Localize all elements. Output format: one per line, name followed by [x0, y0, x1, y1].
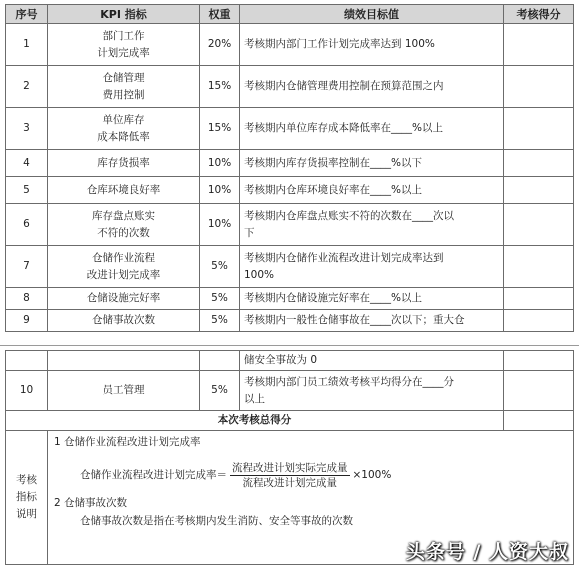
row-target [240, 371, 504, 411]
row-weight: 10% [200, 177, 240, 204]
row-weight: 15% [200, 108, 240, 150]
row-weight: 15% [200, 66, 240, 108]
row-kpi: 仓储设施完好率 [48, 288, 200, 310]
row-weight [200, 351, 240, 371]
table-row [6, 66, 574, 108]
row-score[interactable] [504, 351, 574, 371]
row-no: 3 [6, 108, 48, 150]
row-score[interactable] [504, 108, 574, 150]
col-header-weight: 权重 [200, 5, 240, 24]
target-line: 考核期内仓库盘点账实不符的次数在____次以 [244, 209, 454, 222]
row-kpi [48, 246, 200, 288]
row-score[interactable] [504, 246, 574, 288]
col-header-kpi: KPI 指标 [48, 5, 200, 24]
table-row [6, 310, 574, 332]
formula-right: ×100% [352, 469, 392, 481]
row-score[interactable] [504, 66, 574, 108]
completion-rate-formula [80, 461, 567, 490]
target-line: 考核期内仓储作业流程改进计划完成率达到 [244, 251, 444, 264]
col-header-no: 序号 [6, 5, 48, 24]
row-kpi: 库存货损率 [48, 150, 200, 177]
kpi-line: 不符的次数 [97, 226, 150, 239]
row-weight: 5% [200, 371, 240, 411]
row-score[interactable] [504, 204, 574, 246]
table-row [6, 177, 574, 204]
row-kpi: 仓库环境良好率 [48, 177, 200, 204]
formula-fraction [230, 461, 350, 490]
row-target: 储安全事故为 0 [240, 351, 504, 371]
row-score[interactable] [504, 150, 574, 177]
total-score-label: 本次考核总得分 [6, 411, 504, 431]
table-row [6, 108, 574, 150]
table-row [6, 24, 574, 66]
row-no: 1 [6, 24, 48, 66]
side-label-line: 指标 [16, 491, 37, 503]
kpi-line: 计划完成率 [97, 46, 150, 59]
table-row [6, 204, 574, 246]
table-row [6, 246, 574, 288]
row-kpi: 仓储事故次数 [48, 310, 200, 332]
kpi-table-continued [5, 350, 574, 565]
row-score[interactable] [504, 371, 574, 411]
row-kpi [48, 66, 200, 108]
table-row [6, 288, 574, 310]
kpi-table [5, 4, 574, 332]
row-kpi [48, 108, 200, 150]
kpi-line: 仓储作业流程 [92, 251, 155, 264]
row-no: 6 [6, 204, 48, 246]
row-target: 考核期内仓储设施完好率在____%以上 [240, 288, 504, 310]
side-label-line: 考核 [16, 474, 37, 486]
row-target: 考核期内库存货损率控制在____%以下 [240, 150, 504, 177]
row-no: 4 [6, 150, 48, 177]
row-no: 7 [6, 246, 48, 288]
row-weight: 10% [200, 150, 240, 177]
row-target: 考核期内部门工作计划完成率达到 100% [240, 24, 504, 66]
row-weight: 5% [200, 288, 240, 310]
total-score-value[interactable] [504, 411, 574, 431]
row-target: 考核期内单位库存成本降低率在____%以上 [240, 108, 504, 150]
formula-numerator: 流程改进计划实际完成量 [232, 462, 348, 474]
row-kpi [48, 24, 200, 66]
row-kpi [48, 204, 200, 246]
row-target: 考核期内一般性仓储事故在____次以下；重大仓 [240, 310, 504, 332]
col-header-score: 考核得分 [504, 5, 574, 24]
table-row [6, 150, 574, 177]
target-line: 100% [244, 268, 275, 281]
row-target [240, 246, 504, 288]
note-item-1-title: 1 仓储作业流程改进计划完成率 [54, 436, 201, 448]
row-target: 考核期内仓库环境良好率在____%以上 [240, 177, 504, 204]
table-row [6, 371, 574, 411]
watermark: 头条号 / 人资大叔 [405, 541, 569, 563]
kpi-line: 改进计划完成率 [86, 268, 161, 281]
row-kpi: 员工管理 [48, 371, 200, 411]
total-row [6, 411, 574, 431]
row-no [6, 351, 48, 371]
row-target: 考核期内仓储管理费用控制在预算范围之内 [240, 66, 504, 108]
notes-side-label [6, 431, 48, 565]
kpi-line: 成本降低率 [97, 130, 150, 143]
kpi-line: 库存盘点账实 [92, 209, 155, 222]
row-weight: 10% [200, 204, 240, 246]
target-line: 考核期内部门员工绩效考核平均得分在____分 [244, 375, 454, 388]
kpi-line: 单位库存 [102, 113, 145, 126]
page-break-line [0, 345, 579, 346]
row-weight: 20% [200, 24, 240, 66]
row-target [240, 204, 504, 246]
note-item-2-title: 2 仓储事故次数 [54, 497, 128, 509]
row-no: 10 [6, 371, 48, 411]
row-score[interactable] [504, 288, 574, 310]
col-header-target: 绩效目标值 [240, 5, 504, 24]
row-no: 5 [6, 177, 48, 204]
row-score[interactable] [504, 310, 574, 332]
formula-left: 仓储作业流程改进计划完成率＝ [80, 469, 227, 481]
target-line: 以上 [244, 392, 265, 405]
kpi-line: 部门工作 [102, 29, 145, 42]
row-no: 2 [6, 66, 48, 108]
formula-denominator: 流程改进计划完成量 [242, 477, 337, 489]
row-score[interactable] [504, 177, 574, 204]
row-score[interactable] [504, 24, 574, 66]
kpi-line: 费用控制 [102, 88, 145, 101]
note-item-2-text: 仓储事故次数是指在考核期内发生消防、安全等事故的次数 [80, 515, 353, 527]
row-weight: 5% [200, 310, 240, 332]
kpi-line: 仓储管理 [102, 71, 145, 84]
table-row-continued [6, 351, 574, 371]
row-weight: 5% [200, 246, 240, 288]
row-no: 8 [6, 288, 48, 310]
row-kpi [48, 351, 200, 371]
row-no: 9 [6, 310, 48, 332]
table-header-row [6, 5, 574, 24]
side-label-line: 说明 [16, 508, 37, 520]
target-line: 下 [244, 226, 255, 239]
